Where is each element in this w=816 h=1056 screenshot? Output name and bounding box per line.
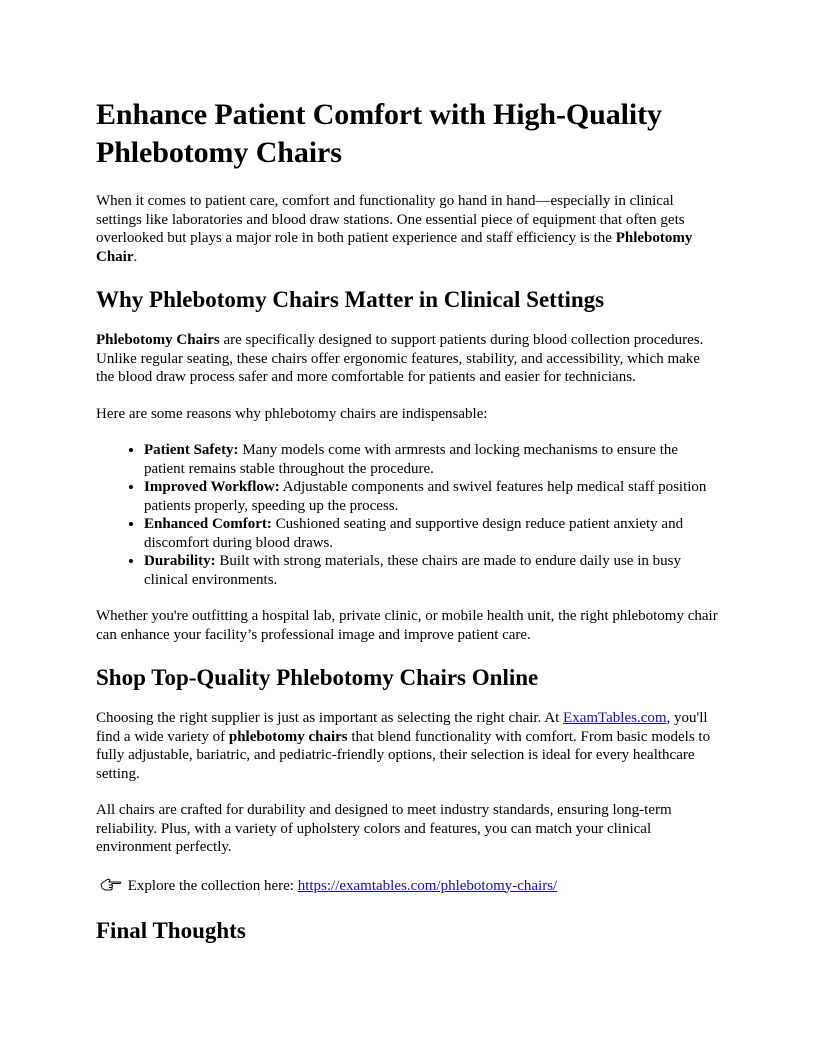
list-item-text: Built with strong materials, these chairs are made to endure daily use in busy clinical environments. <box>144 553 681 588</box>
intro-end: . <box>133 248 138 265</box>
document-page <box>96 0 722 945</box>
list-item <box>144 515 722 552</box>
why-paragraph <box>96 331 722 387</box>
reasons-intro: Here are some reasons why phlebotomy chairs are indispensable: <box>96 405 488 422</box>
list-item <box>144 478 722 515</box>
shop-paragraph <box>96 709 722 783</box>
intro-paragraph <box>96 192 722 266</box>
list-item-bold: Patient Safety: <box>144 442 239 458</box>
shop-bold: phlebotomy chairs <box>228 728 348 745</box>
shop-text-c: that blend functionality with comfort. From basic models to fully adjustable, bariatric, and pediatric-friendly options, their selection is ideal for every healthcare setting. <box>96 728 711 782</box>
list-item-bold: Enhanced Comfort: <box>144 516 272 532</box>
heading-final: Final Thoughts <box>96 918 246 943</box>
shop-text-a: Choosing the right supplier is just as important as selecting the right chair. At <box>96 710 564 726</box>
page-title: Enhance Patient Comfort with High-Quality Phlebotomy Chairs <box>96 98 662 169</box>
why-text: are specifically designed to support patients during blood collection procedures. Unlike regular seating, these chairs offer ergonomic features, stability, and accessibility, which make the blood draw process safer and more comfortable for patients and easier for technicians. <box>96 332 704 385</box>
list-item <box>144 441 722 478</box>
whether-paragraph: Whether you're outfitting a hospital lab, private clinic, or mobile health unit, the right phlebotomy chair can enhance your facility’s professional image and improve patient care. <box>96 608 718 643</box>
shop-text-b: , you'll find a wide variety of <box>96 710 708 745</box>
explore-text: Explore the collection here: <box>124 877 298 894</box>
collection-link[interactable]: https://examtables.com/phlebotomy-chairs/ <box>297 877 558 894</box>
why-bold: Phlebotomy Chairs <box>96 332 220 348</box>
list-item-text: Cushioned seating and supportive design reduce patient anxiety and discomfort during blood draws. <box>144 516 684 551</box>
intro-bold: Phlebotomy Chair <box>96 230 693 265</box>
list-item <box>144 552 722 589</box>
pointing-hand-icon <box>100 875 122 899</box>
intro-text: When it comes to patient care, comfort and functionality go hand in hand—especially in clinical settings like laboratories and blood draw stations. One essential piece of equipment that often gets overlooked but plays a major role in both patient experience and staff efficiency is the <box>96 193 685 246</box>
heading-why: Why Phlebotomy Chairs Matter in Clinical Settings <box>96 287 605 312</box>
reasons-list <box>96 441 722 589</box>
explore-line <box>96 875 722 899</box>
examtables-link[interactable]: ExamTables.com <box>563 710 667 726</box>
list-item-bold: Durability: <box>144 553 216 569</box>
list-item-text: Adjustable components and swivel features help medical staff position patients properly, speeding up the process. <box>144 479 707 514</box>
heading-shop: Shop Top-Quality Phlebotomy Chairs Online <box>96 665 539 690</box>
list-item-text: Many models come with armrests and locking mechanisms to ensure the patient remains stable throughout the procedure. <box>144 442 679 477</box>
durability-paragraph: All chairs are crafted for durability and designed to meet industry standards, ensuring long-term reliability. Plus, with a variety of upholstery colors and features, you can match your clinical environment perfectly. <box>96 802 672 855</box>
list-item-bold: Improved Workflow: <box>144 479 280 495</box>
